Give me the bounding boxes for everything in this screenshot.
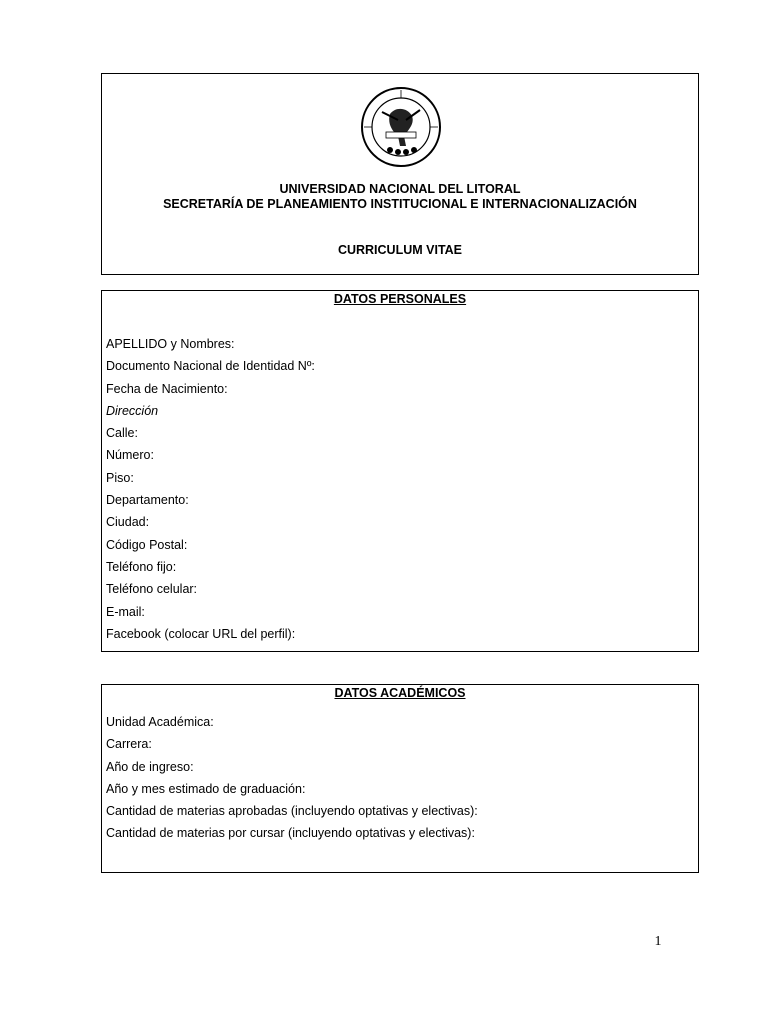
personal-field-label: Número: (106, 448, 154, 463)
personal-data-section (101, 290, 699, 652)
personal-field-label: APELLIDO y Nombres: (106, 337, 235, 351)
page-number: 1 (654, 934, 662, 949)
personal-field-label: Calle: (106, 426, 138, 441)
header-box (101, 73, 699, 275)
personal-field-label: Departamento: (106, 493, 189, 508)
university-seal-logo (360, 86, 442, 168)
academic-field-label: Carrera: (106, 737, 152, 752)
academic-field-label: Cantidad de materias aprobadas (incluyendo optativas y electivas): (106, 804, 478, 819)
personal-field-label: Documento Nacional de Identidad Nº: (106, 359, 315, 374)
academic-field-label: Año y mes estimado de graduación: (106, 781, 306, 796)
personal-field-label: Facebook (colocar URL del perfil): (106, 626, 296, 641)
personal-field-label: Teléfono fijo: (106, 559, 177, 574)
personal-section-title: DATOS PERSONALES (333, 292, 467, 306)
personal-field-label: Dirección (106, 403, 159, 418)
personal-field-label: Código Postal: (106, 537, 188, 552)
personal-field-label: E-mail: (106, 604, 145, 619)
document-title: CURRICULUM VITAE (337, 243, 463, 257)
personal-field-list (106, 336, 315, 648)
academic-field-label: Año de ingreso: (106, 759, 194, 774)
academic-section-title: DATOS ACADÉMICOS (334, 686, 466, 700)
personal-field-label: Piso: (106, 470, 134, 485)
academic-field-label: Cantidad de materias por cursar (incluyendo optativas y electivas): (106, 826, 475, 841)
academic-data-section (101, 684, 699, 873)
university-name: UNIVERSIDAD NACIONAL DEL LITORAL (279, 182, 521, 196)
academic-field-label: Unidad Académica: (106, 715, 214, 729)
academic-field-list (106, 714, 478, 848)
personal-field-label: Fecha de Nacimiento: (106, 381, 228, 396)
secretariat-name: SECRETARÍA DE PLANEAMIENTO INSTITUCIONAL E INTERNACIONALIZACIÓN (163, 197, 637, 211)
personal-field-label: Teléfono celular: (106, 582, 198, 597)
personal-field-label: Ciudad: (106, 515, 150, 530)
